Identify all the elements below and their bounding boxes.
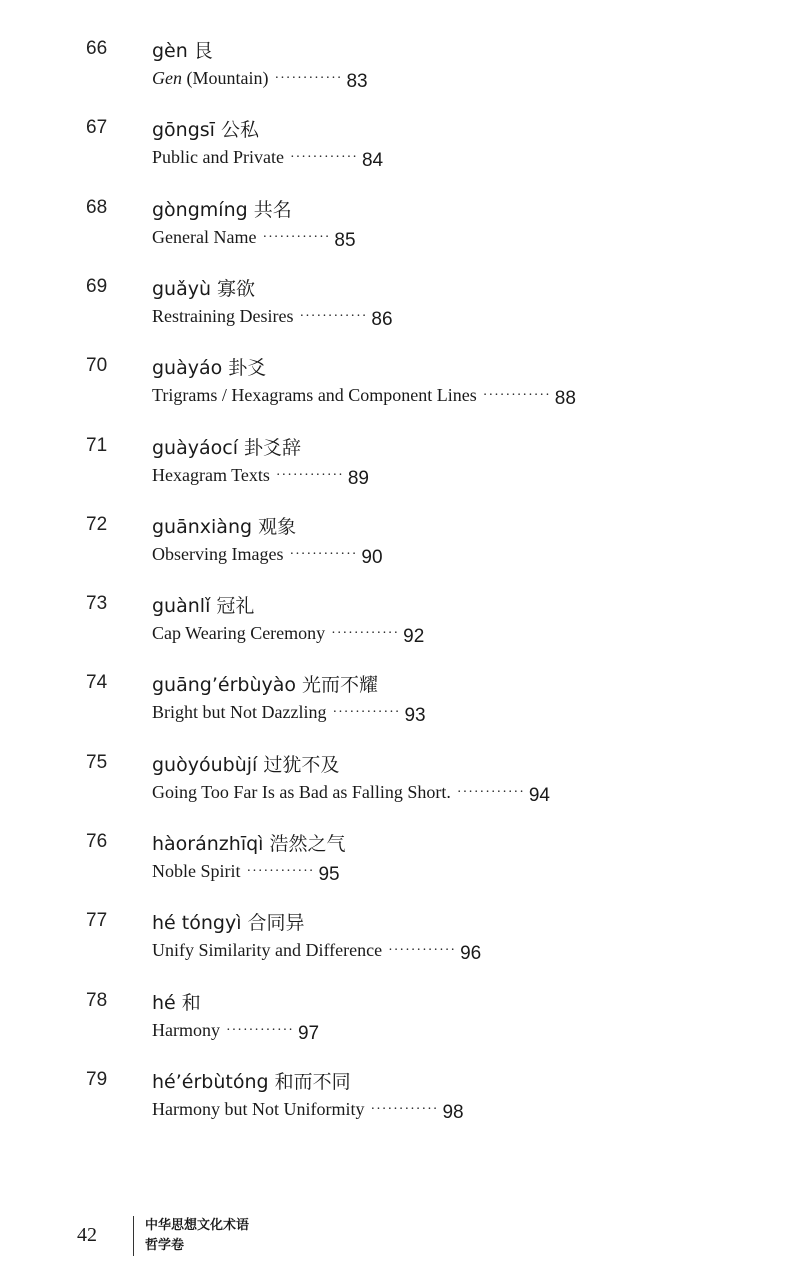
dot-leader: ············: [289, 546, 358, 562]
entry-hanzi: 和而不同: [274, 1070, 351, 1093]
entry-translation-line: [152, 861, 340, 886]
entry-english-title: [152, 68, 268, 88]
entry-pinyin: guòyóubùjí: [152, 753, 258, 776]
entry-page-number: 92: [403, 626, 425, 648]
entry-number: 68: [86, 196, 108, 218]
entry-hanzi: 艮: [193, 40, 213, 62]
toc-entry[interactable]: [0, 990, 800, 1060]
entry-term: [152, 1067, 351, 1094]
entry-english-title: [152, 623, 325, 643]
toc-entry[interactable]: [0, 117, 800, 187]
series-title-line1: 中华思想文化术语: [145, 1218, 250, 1233]
entry-hanzi: 光而不耀: [302, 674, 379, 697]
entry-page-number: 95: [318, 864, 340, 885]
entry-number: 66: [86, 38, 108, 59]
toc-entry[interactable]: [0, 593, 800, 663]
entry-english-title-text: Restraining Desires: [152, 305, 294, 326]
entry-term: [152, 512, 296, 539]
entry-english-title-text: General Name: [152, 226, 257, 247]
entry-english-title: [152, 1099, 364, 1119]
entry-page-number: 88: [554, 388, 576, 410]
entry-term: [152, 353, 266, 380]
entry-term: [152, 908, 305, 935]
entry-pinyin: hé’érbùtóng: [152, 1070, 269, 1093]
dot-leader: ············: [332, 705, 401, 721]
entry-pinyin: guāng’érbùyào: [152, 674, 297, 697]
entry-page-number: 89: [347, 467, 369, 489]
entry-english-title: [152, 702, 326, 722]
entry-number: 71: [86, 434, 108, 456]
dot-leader: ············: [225, 1022, 294, 1038]
entry-translation-line: [152, 544, 383, 569]
entry-english-title-text: Trigrams / Hexagrams and Component Lines: [152, 385, 477, 406]
entry-page-number: 94: [528, 784, 550, 806]
entry-pinyin: hé tóngyì: [152, 912, 242, 935]
entry-english-title: [152, 227, 256, 247]
entry-hanzi: 寡欲: [217, 277, 256, 300]
entry-hanzi: 过犹不及: [263, 753, 340, 776]
entry-english-title: [152, 147, 284, 167]
entry-page-number: 90: [361, 546, 383, 568]
entry-term: [152, 670, 378, 697]
entry-translation-line: [152, 306, 393, 331]
dot-leader: ············: [274, 71, 343, 86]
entry-translation-line: [152, 385, 576, 410]
toc-entry[interactable]: [0, 672, 800, 742]
entry-translation-line: [152, 782, 550, 807]
entry-term: [152, 36, 213, 63]
entry-translation-line: [152, 940, 481, 965]
entry-english-title-text: Bright but Not Dazzling: [152, 702, 327, 723]
entry-pinyin: gōngsī: [152, 119, 215, 142]
series-title: [145, 1216, 249, 1256]
entry-page-number: 97: [297, 1022, 320, 1044]
entry-english-title: [152, 1020, 220, 1040]
entry-pinyin: hàoránzhīqì: [152, 833, 264, 855]
toc-entry[interactable]: [0, 910, 800, 980]
toc-entry[interactable]: [0, 831, 800, 901]
entry-term: [152, 195, 292, 222]
entry-english-title-text: Observing Images: [152, 543, 284, 564]
dot-leader: ············: [299, 308, 368, 324]
entry-translation-line: [152, 1099, 464, 1124]
entry-english-title-text: Public and Private: [152, 147, 284, 168]
entry-english-title-italic: Gen: [152, 68, 182, 88]
footer-divider: [133, 1216, 134, 1256]
entry-translation-line: [152, 147, 383, 172]
entry-number: 76: [86, 831, 108, 852]
dot-leader: ············: [262, 229, 331, 245]
entry-translation-line: [152, 1020, 319, 1045]
entry-english-title-text: Noble Spirit: [152, 861, 241, 881]
entry-hanzi: 卦爻辞: [243, 436, 301, 459]
entry-pinyin: guànlǐ: [152, 595, 211, 618]
entry-english-title: [152, 465, 270, 485]
entry-english-title: [152, 782, 451, 802]
dot-leader: ············: [482, 388, 551, 404]
toc-entry[interactable]: [0, 38, 800, 108]
entry-pinyin: guàyáo: [152, 357, 223, 380]
entry-translation-line: [152, 623, 424, 648]
entry-english-title-text: Cap Wearing Ceremony: [152, 623, 326, 644]
entry-translation-line: [152, 702, 426, 727]
entry-hanzi: 冠礼: [216, 595, 255, 618]
entry-english-title-text: Harmony but Not Uniformity: [152, 1098, 365, 1119]
entry-page-number: 86: [371, 308, 393, 330]
dot-leader: ············: [246, 864, 315, 879]
entry-english-title-text: Hexagram Texts: [152, 464, 270, 485]
entry-pinyin: guānxiàng: [152, 515, 253, 538]
entry-page-number: 84: [361, 150, 384, 172]
entry-hanzi: 浩然之气: [269, 833, 346, 855]
entry-english-title: [152, 385, 477, 405]
entry-term: [152, 115, 259, 142]
entry-hanzi: 和: [181, 991, 201, 1014]
entry-number: 67: [86, 117, 108, 139]
entry-translation-line: [152, 465, 369, 490]
entry-pinyin: gèn: [152, 40, 188, 62]
entry-english-title: [152, 306, 293, 326]
page-footer: [0, 1214, 800, 1264]
entry-pinyin: gòngmíng: [152, 198, 248, 221]
toc-entry[interactable]: [0, 435, 800, 505]
entry-number: 74: [86, 672, 108, 694]
entry-term: [152, 591, 254, 618]
entry-english-title: [152, 861, 241, 881]
entry-english-title-text: (Mountain): [182, 68, 269, 88]
toc-entry[interactable]: [0, 514, 800, 584]
entry-number: 78: [86, 989, 108, 1011]
entry-number: 73: [86, 593, 108, 615]
page-number: 42: [77, 1224, 97, 1246]
entry-english-title-text: Unify Similarity and Difference: [152, 940, 383, 961]
entry-term: [152, 750, 339, 777]
dot-leader: ············: [456, 784, 525, 800]
toc-entry[interactable]: [0, 197, 800, 267]
entry-term: [152, 433, 301, 460]
entry-number: 79: [86, 1068, 108, 1090]
dot-leader: ············: [289, 150, 358, 166]
dot-leader: ············: [331, 626, 400, 642]
dot-leader: ············: [388, 943, 457, 959]
series-title-line2: 哲学卷: [145, 1238, 185, 1253]
entry-number: 72: [86, 513, 108, 535]
dot-leader: ············: [370, 1101, 439, 1117]
entry-page-number: 98: [442, 1101, 464, 1123]
entry-translation-line: [152, 227, 356, 252]
entry-english-title: [152, 940, 382, 960]
toc-entry[interactable]: [0, 1069, 800, 1139]
entry-translation-line: [152, 68, 368, 93]
entry-pinyin: guàyáocí: [152, 436, 238, 459]
entry-number: 69: [86, 275, 108, 297]
entry-page-number: 85: [334, 229, 356, 251]
entry-english-title-text: Harmony: [152, 1019, 220, 1040]
entry-hanzi: 共名: [253, 198, 292, 221]
entry-pinyin: hé: [152, 991, 176, 1014]
entry-page-number: 96: [460, 943, 482, 965]
entry-page-number: 93: [404, 705, 426, 727]
entry-number: 75: [86, 751, 108, 773]
entry-hanzi: 公私: [220, 119, 259, 142]
toc-entry[interactable]: [0, 752, 800, 822]
toc-entry[interactable]: [0, 355, 800, 425]
entry-term: [152, 274, 255, 301]
entry-term: [152, 829, 345, 856]
entry-term: [152, 988, 201, 1015]
dot-leader: ············: [275, 467, 344, 483]
entry-hanzi: 观象: [258, 515, 297, 538]
entry-english-title: [152, 544, 283, 564]
toc-entry[interactable]: [0, 276, 800, 346]
entry-hanzi: 合同异: [247, 912, 305, 935]
entry-number: 77: [86, 910, 108, 932]
entry-page-number: 83: [346, 71, 368, 92]
entry-hanzi: 卦爻: [228, 357, 267, 380]
entry-number: 70: [86, 355, 108, 377]
entry-pinyin: guǎyù: [152, 277, 212, 300]
entry-english-title-text: Going Too Far Is as Bad as Falling Short.: [152, 781, 451, 802]
